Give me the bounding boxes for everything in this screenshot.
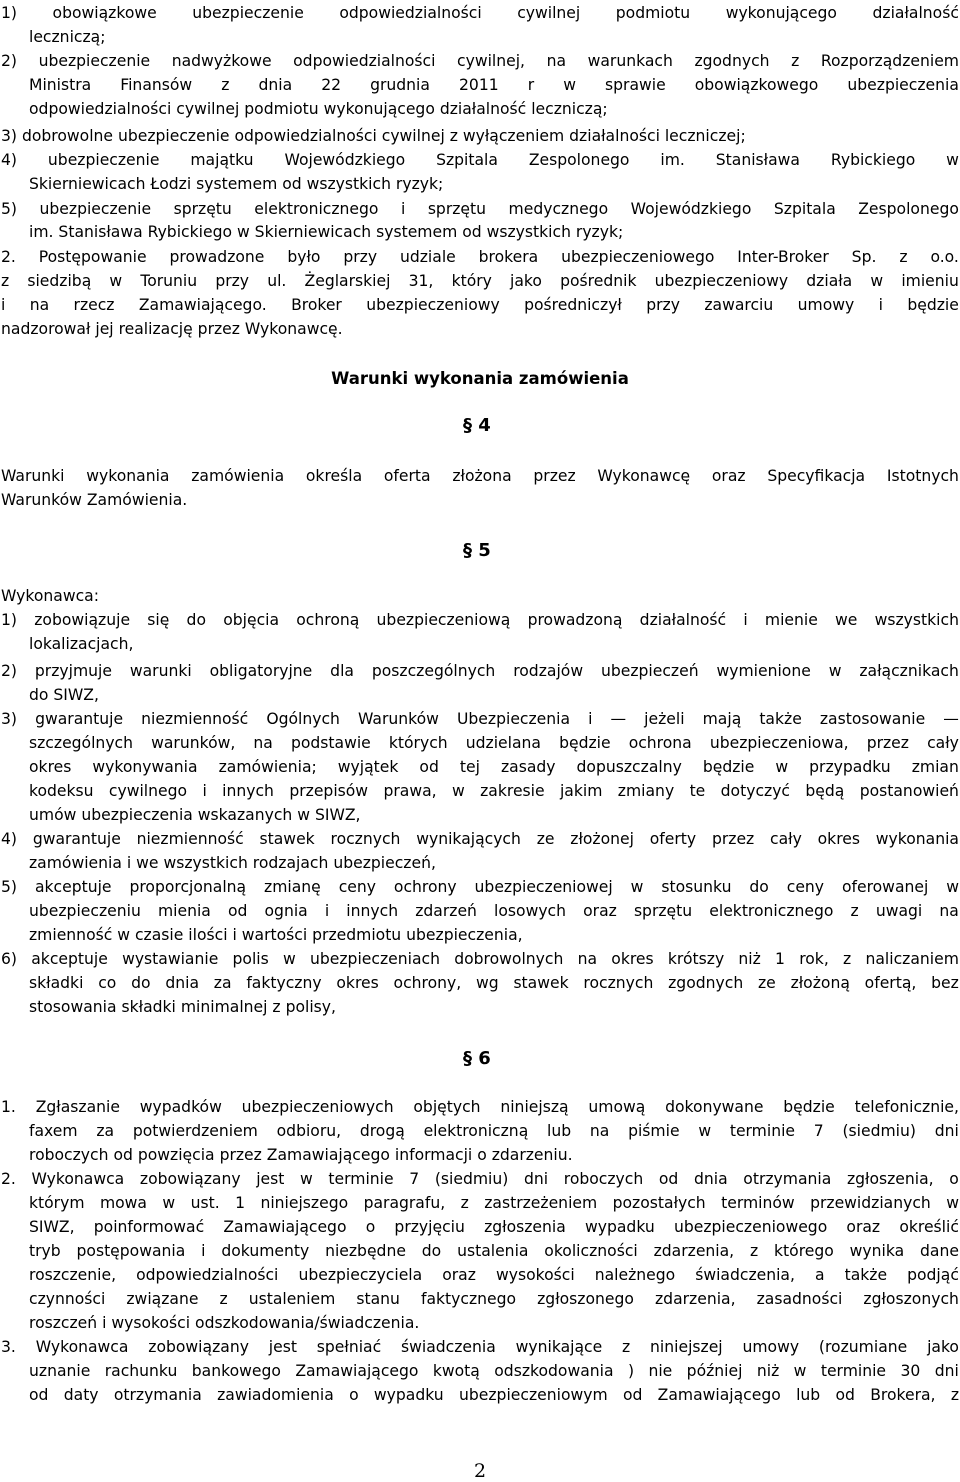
- text-line: odpowiedzialności cywilnej podmiotu wykonującego działalność leczniczą;: [29, 100, 608, 118]
- text-line: zmienność w czasie ilości i wartości przedmiotu ubezpieczenia,: [29, 926, 523, 944]
- text-line: Warunki wykonania zamówienia określa oferta złożona przez Wykonawcę oraz Specyfikacja Istotnych: [1, 467, 959, 485]
- text-line: którym mowa w ust. 1 niniejszego paragrafu, z zastrzeżeniem pozostałych terminów przewidzianych w: [29, 1194, 959, 1212]
- text-line: 2. Wykonawca zobowiązany jest w terminie 7 (siedmiu) dni roboczych od dnia otrzymania zgłoszenia, o: [1, 1170, 959, 1188]
- paragraph-heading-6: § 6: [463, 1048, 491, 1069]
- text-line: 1) obowiązkowe ubezpieczenie odpowiedzialności cywilnej podmiotu wykonującego działalność: [1, 4, 959, 22]
- section-title: Warunki wykonania zamówienia: [331, 369, 629, 388]
- text-line: 2) ubezpieczenie nadwyżkowe odpowiedzialności cywilnej, na warunkach zgodnych z Rozporządzeniem: [1, 52, 959, 70]
- text-line: kodeksu cywilnego i innych przepisów prawa, w zakresie jakim zmiany te dotyczyć będą postanowień: [29, 782, 959, 800]
- text-line: stosowania składki minimalnej z polisy,: [29, 998, 336, 1016]
- text-line: 2. Postępowanie prowadzone było przy udziale brokera ubezpieczeniowego Inter-Broker Sp. z o.o.: [1, 248, 959, 266]
- text-line: 3) dobrowolne ubezpieczenie odpowiedzialności cywilnej z wyłączeniem działalności leczniczej;: [1, 127, 746, 145]
- text-line: uznanie rachunku bankowego Zamawiającego kwotą odszkodowania ) nie później niż w terminie 30 dni: [29, 1362, 959, 1380]
- text-line: 4) ubezpieczenie majątku Wojewódzkiego Szpitala Zespolonego im. Stanisława Rybickiego w: [1, 151, 959, 169]
- text-line: z siedzibą w Toruniu przy ul. Żeglarskiej 31, który jako pośrednik ubezpieczeniowy działa w imieniu: [1, 272, 959, 290]
- text-line: zamówienia i we wszystkich rodzajach ubezpieczeń,: [29, 854, 436, 872]
- text-line: 3) gwarantuje niezmienność Ogólnych Warunków Ubezpieczenia i — jeżeli mają także zastosowanie —: [1, 710, 959, 728]
- text-line: do SIWZ,: [29, 686, 99, 704]
- paragraph-heading-5: § 5: [463, 540, 491, 561]
- text-line: Wykonawca:: [1, 587, 99, 605]
- text-line: roszczeń i wysokości odszkodowania/świadczenia.: [29, 1314, 420, 1332]
- text-line: 5) akceptuje proporcjonalną zmianę ceny ochrony ubezpieczeniowej w stosunku do ceny oferowanej w: [1, 878, 959, 896]
- text-line: szczególnych warunków, na podstawie których udzielana będzie ochrona ubezpieczeniowa, przez cały: [29, 734, 959, 752]
- text-line: od daty otrzymania zawiadomienia o wypadku ubezpieczeniowym od Zamawiającego lub od Brokera, z: [29, 1386, 959, 1404]
- text-line: 1. Zgłaszanie wypadków ubezpieczeniowych objętych niniejszą umową dokonywane będzie telefonicznie,: [1, 1098, 959, 1116]
- text-line: im. Stanisława Rybickiego w Skierniewicach systemem od wszystkich ryzyk;: [29, 223, 624, 241]
- text-line: faxem za potwierdzeniem odbioru, drogą elektroniczną lub na piśmie w terminie 7 (siedmiu) dni: [29, 1122, 959, 1140]
- text-line: 2) przyjmuje warunki obligatoryjne dla poszczególnych rodzajów ubezpieczeń wymienione w załącznikach: [1, 662, 959, 680]
- text-line: 1) zobowiązuje się do objęcia ochroną ubezpieczeniową prowadzoną działalność i mienie we wszystkich: [1, 611, 959, 629]
- text-line: umów ubezpieczenia wskazanych w SIWZ,: [29, 806, 361, 824]
- text-line: lokalizacjach,: [29, 635, 134, 653]
- page-number: 2: [473, 1460, 487, 1482]
- text-line: i na rzecz Zamawiającego. Broker ubezpieczeniowy pośredniczył przy zawarciu umowy i będzie: [1, 296, 959, 314]
- text-line: Skierniewicach Łodzi systemem od wszystkich ryzyk;: [29, 175, 444, 193]
- text-line: roszczenie, odpowiedzialności ubezpieczyciela oraz wysokości należnego świadczenia, a także podjąć: [29, 1266, 959, 1284]
- text-line: składki co do dnia za faktyczny okres ochrony, wg stawek rocznych zgodnych ze złożoną ofertą, bez: [29, 974, 959, 992]
- text-line: 6) akceptuje wystawianie polis w ubezpieczeniach dobrowolnych na okres krótszy niż 1 rok, z naliczaniem: [1, 950, 959, 968]
- text-line: SIWZ, poinformować Zamawiającego o przyjęciu zgłoszenia wypadku ubezpieczeniowego oraz określić: [29, 1218, 959, 1236]
- text-line: Warunków Zamówienia.: [1, 491, 188, 509]
- text-line: czynności związane z ustaleniem stanu faktycznego zgłoszonego zdarzenia, zasadności zgłoszonych: [29, 1290, 959, 1308]
- text-line: 4) gwarantuje niezmienność stawek rocznych wynikających ze złożonej oferty przez cały okres wykonania: [1, 830, 959, 848]
- text-line: tryb postępowania i dokumenty niezbędne do ustalenia okoliczności zdarzenia, z którego wynika dane: [29, 1242, 959, 1260]
- text-line: leczniczą;: [29, 28, 106, 46]
- text-line: 5) ubezpieczenie sprzętu elektronicznego i sprzętu medycznego Wojewódzkiego Szpitala Zespolonego: [1, 200, 959, 218]
- paragraph-heading-4: § 4: [463, 415, 491, 436]
- text-line: Ministra Finansów z dnia 22 grudnia 2011 r w sprawie obowiązkowego ubezpieczenia: [29, 76, 959, 94]
- text-line: roboczych od powzięcia przez Zamawiającego informacji o zdarzeniu.: [29, 1146, 573, 1164]
- text-line: okres wykonywania zamówienia; wyjątek od tej zasady dopuszczalny będzie w przypadku zmian: [29, 758, 959, 776]
- text-line: ubezpieczeniu mienia od ognia i innych zdarzeń losowych oraz sprzętu elektronicznego z uwagi na: [29, 902, 959, 920]
- text-line: 3. Wykonawca zobowiązany jest spełniać świadczenia wynikające z niniejszej umowy (rozumiane jako: [1, 1338, 959, 1356]
- text-line: nadzorował jej realizację przez Wykonawcę.: [1, 320, 343, 338]
